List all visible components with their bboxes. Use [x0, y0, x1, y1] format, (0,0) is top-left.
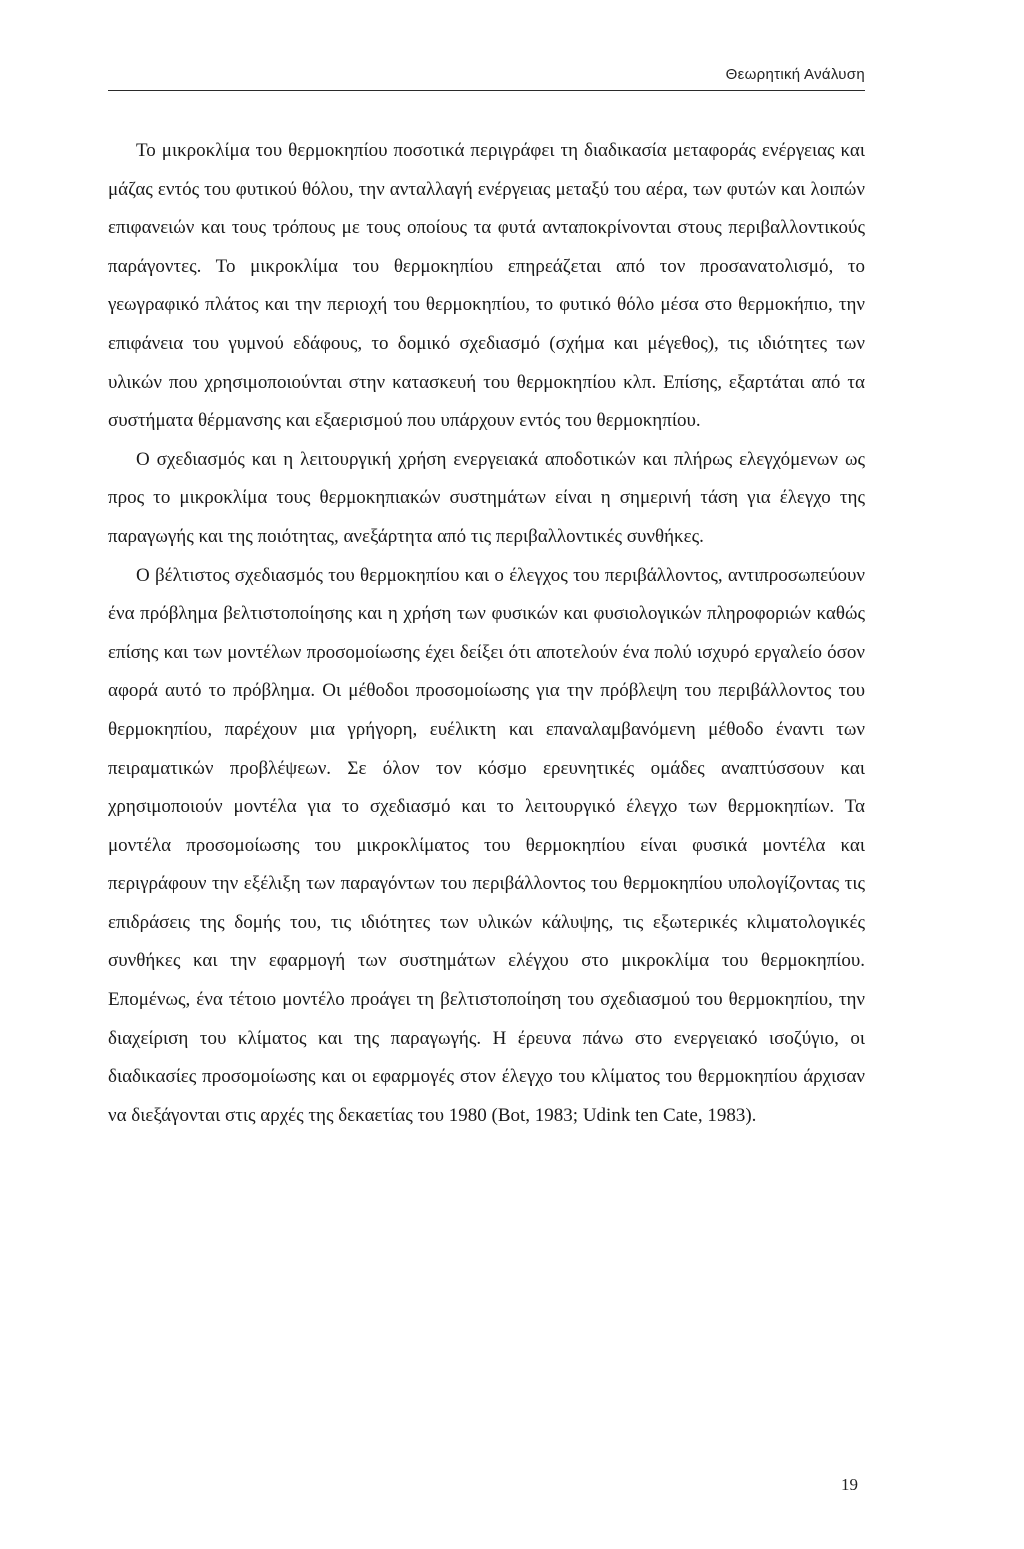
- running-header: [108, 64, 865, 91]
- page-number: 19: [841, 1475, 858, 1494]
- paragraph-simulation-models: Ο βέλτιστος σχεδιασμός του θερμοκηπίου και ο έλεγχος του περιβάλλοντος, αντιπροσωπεύουν ένα πρόβλημα βελτιστοποίησης και η χρήση των φυσικών και φυσιολογικών πληροφοριών καθώς επίσης και των μοντέλων προσομοίωσης έχει δείξει ότι αποτελούν ένα πολύ ισχυρό εργαλείο όσον αφορά αυτό το πρόβλημα. Οι μέθοδοι προσομοίωσης για την πρόβλεψη του περιβάλλοντος του θερμοκηπίου, παρέχουν μια γρήγορη, ευέλικτη και επαναλαμβανόμενη μέθοδο έναντι των πειραματικών προβλέψεων. Σε όλον τον κόσμο ερευνητικές ομάδες αναπτύσσουν και χρησιμοποιούν μοντέλα για το σχεδιασμό και το λειτουργικό έλεγχο των θερμοκηπίων. Τα μοντέλα προσομοίωσης του μικροκλίματος του θερμοκηπίου είναι φυσικά μοντέλα και περιγράφουν την εξέλιξη των παραγόντων του περιβάλλοντος του θερμοκηπίου υπολογίζοντας τις επιδράσεις της δομής του, τις ιδιότητες των υλικών κάλυψης, τις εξωτερικές κλιματολογικές συνθήκες και την εφαρμογή των συστημάτων ελέγχου στο μικροκλίμα του θερμοκηπίου. Επομένως, ένα τέτοιο μοντέλο προάγει τη βελτιστοποίηση του σχεδιασμού του θερμοκηπίου, την διαχείριση του κλίματος και της παραγωγής. Η έρευνα πάνω στο ενεργειακό ισοζύγιο, οι διαδικασίες προσομοίωσης και οι εφαρμογές στον έλεγχο του κλίματος του θερμοκηπίου άρχισαν να διεξάγονται στις αρχές της δεκαετίας του 1980 (Bot, 1983; Udink ten Cate, 1983).: [108, 564, 865, 1126]
- body-text: [108, 132, 865, 1135]
- paragraph-microclimate: Το μικροκλίμα του θερμοκηπίου ποσοτικά περιγράφει τη διαδικασία μεταφοράς ενέργειας και μάζας εντός του φυτικού θόλου, την ανταλλαγή ενέργειας μεταξύ του αέρα, των φυτών και λοιπών επιφανειών και τους τρόπους με τους οποίους τα φυτά ανταποκρίνονται στους περιβαλλοντικούς παράγοντες. Το μικροκλίμα του θερμοκηπίου επηρεάζεται από τον προσανατολισμό, το γεωγραφικό πλάτος και την περιοχή του θερμοκηπίου, το φυτικό θόλο μέσα στο θερμοκήπιο, την επιφάνεια του γυμνού εδάφους, το δομικό σχεδιασμό (σχήμα και μέγεθος), τις ιδιότητες των υλικών που χρησιμοποιούνται στην κατασκευή του θερμοκηπίου κλπ. Επίσης, εξαρτάται από τα συστήματα θέρμανσης και εξαερισμού που υπάρχουν εντός του θερμοκηπίου.: [108, 140, 865, 432]
- section-title: Θεωρητική Ανάλυση: [725, 66, 865, 83]
- paragraph-design-trend: Ο σχεδιασμός και η λειτουργική χρήση ενεργειακά αποδοτικών και πλήρως ελεγχόμενων ως προς το μικροκλίμα τους θερμοκηπιακών συστημάτων είναι η σημερινή τάση για έλεγχο της παραγωγής και της ποιότητας, ανεξάρτητα από τις περιβαλλοντικές συνθήκες.: [108, 448, 865, 547]
